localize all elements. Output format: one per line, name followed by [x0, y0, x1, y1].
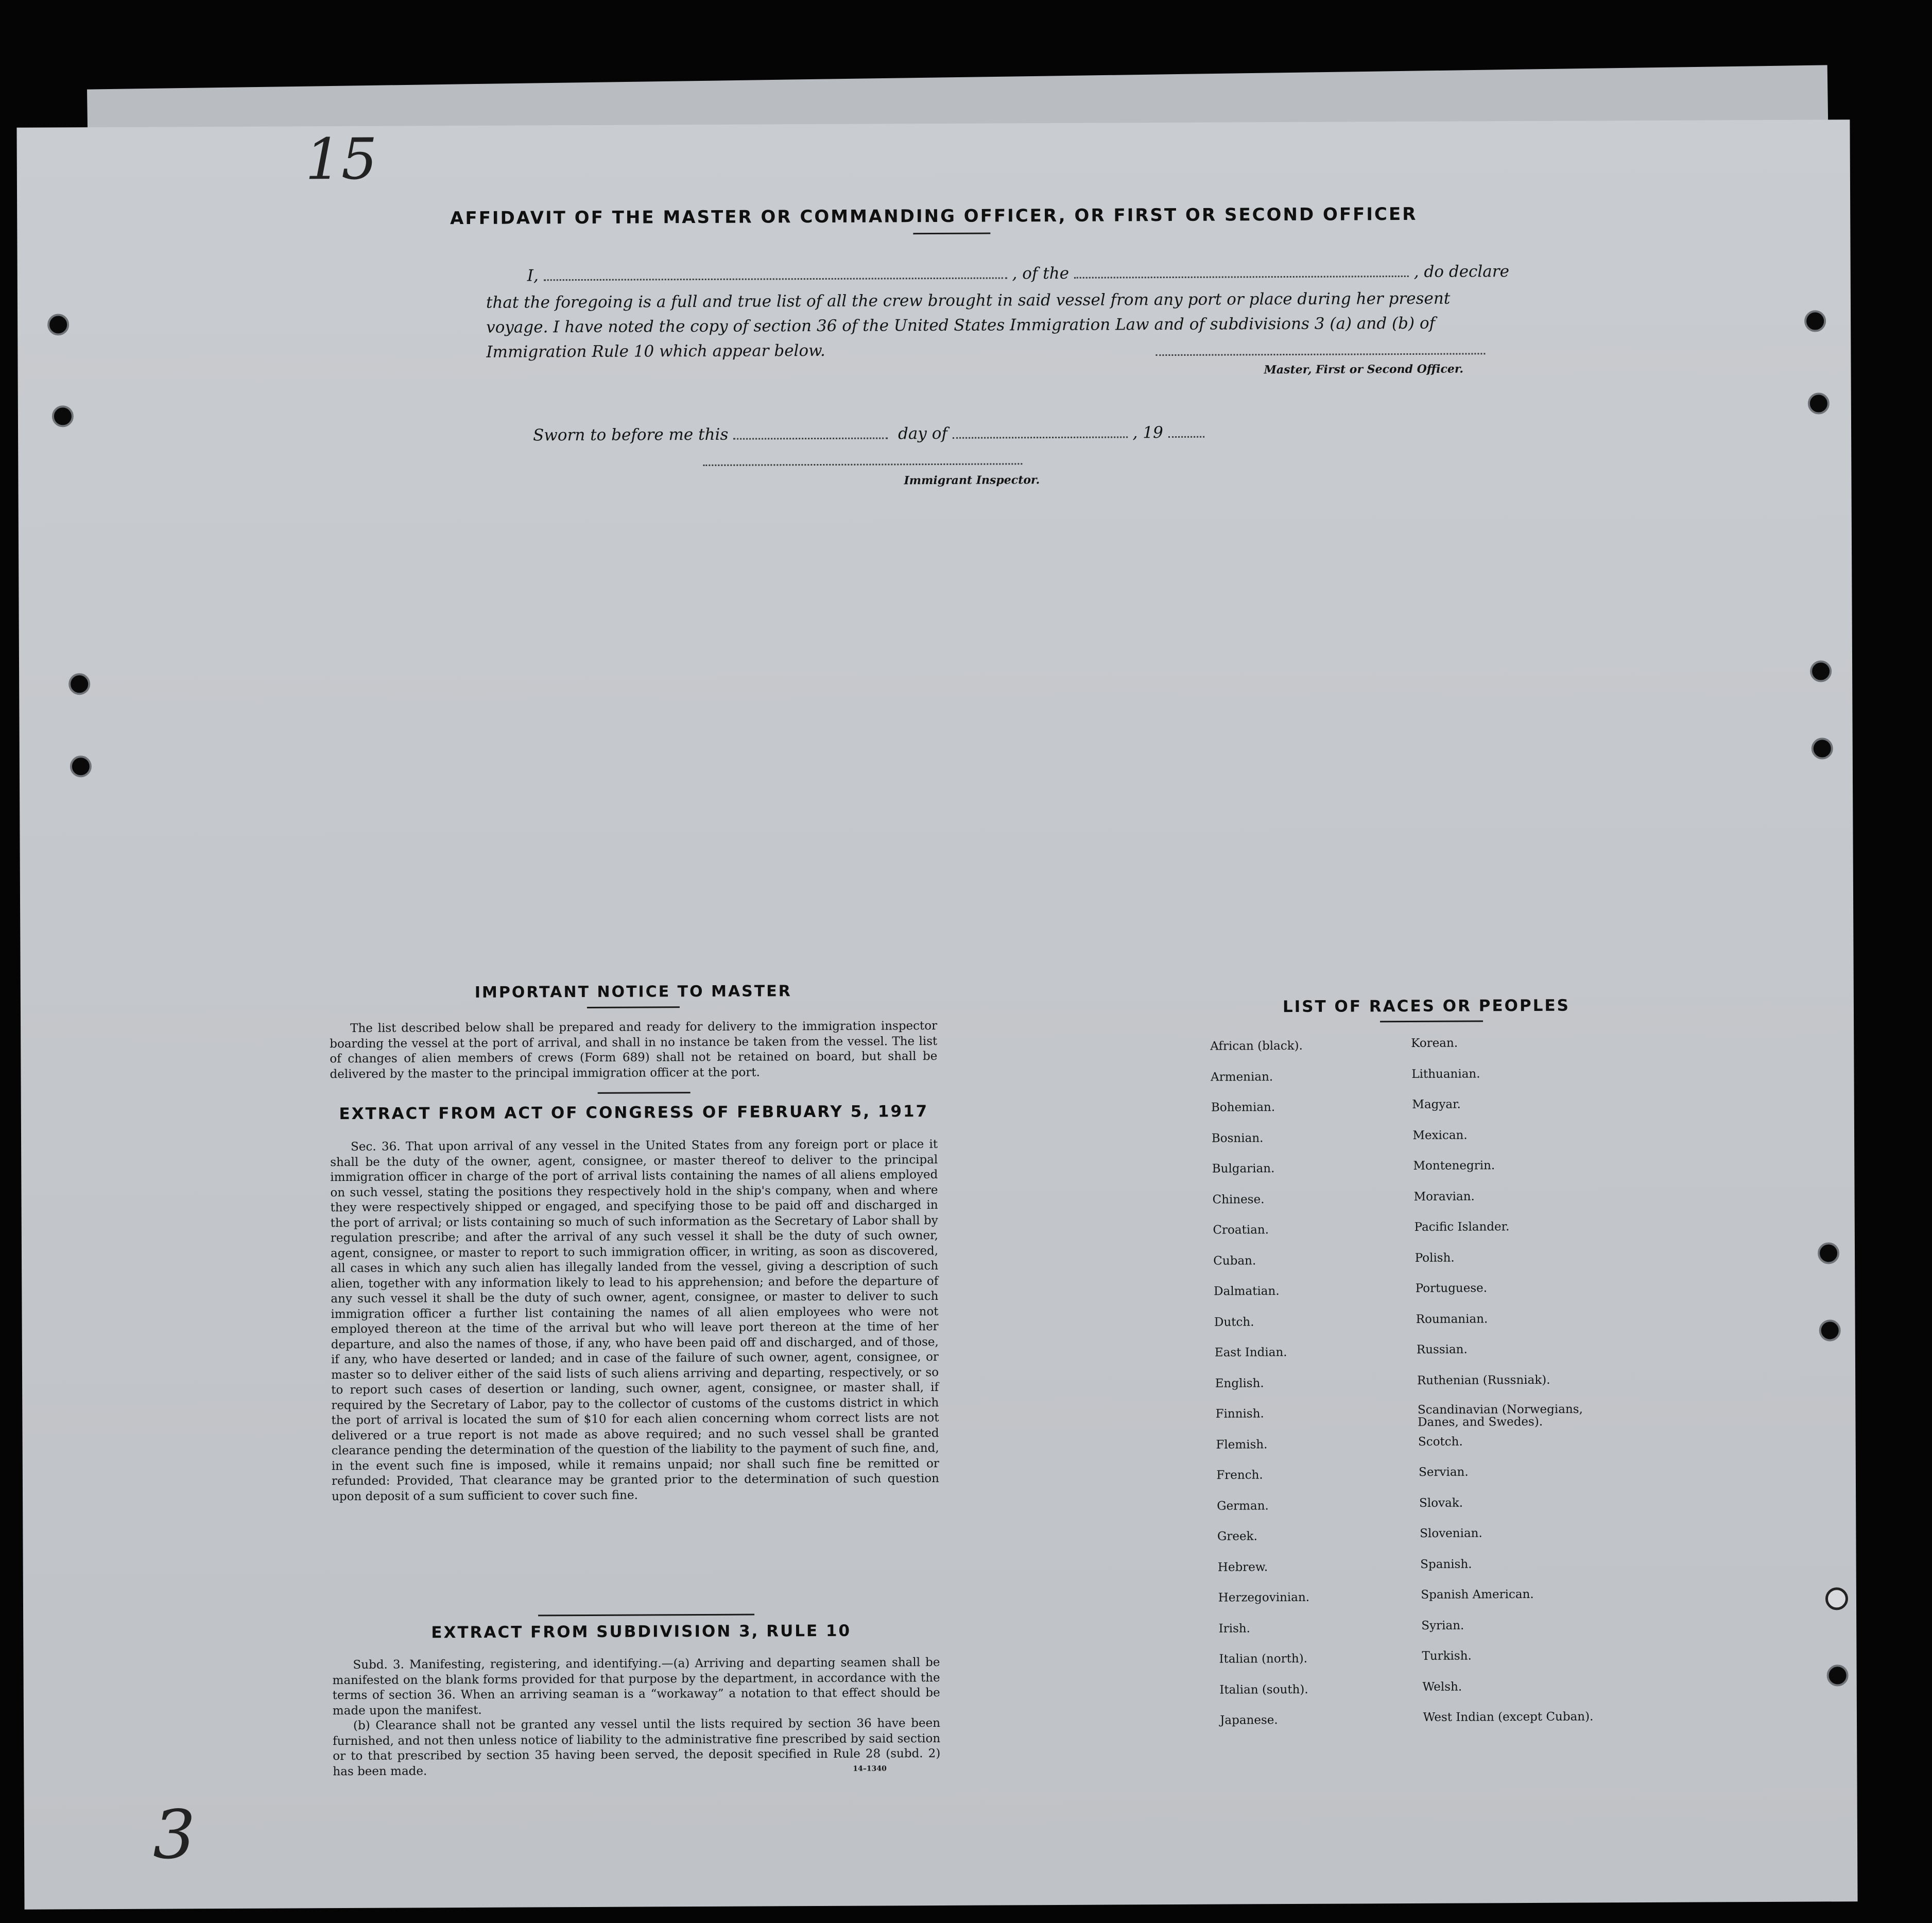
binder-hole: [1804, 310, 1826, 332]
binder-hole: [1819, 1319, 1841, 1341]
races-title: LIST OF RACES OR PEOPLES: [1282, 996, 1571, 1017]
race-item: Spanish.: [1420, 1557, 1472, 1571]
notice-rule: [587, 1006, 680, 1008]
race-item: Bosnian.: [1211, 1131, 1264, 1145]
race-item: Hebrew.: [1217, 1560, 1268, 1574]
race-item: Italian (north).: [1219, 1652, 1308, 1666]
race-item: Ruthenian (Russniak).: [1417, 1373, 1550, 1387]
act-extract-body: Sec. 36. That upon arrival of any vessel in the United States from any foreign port or place it shall be the duty of the owner, agent, consignee, or master thereof to deliver to the principal immigration officer in charge of the port of arrival lists containing the names of all aliens employed on such vessel, stating the positions they respectively hold in the ship's company, when and where they were respectively shipped or engaged, and specifying those to be paid off and discharged in the port of arrival; or lists containing so much of such information as the Secretary of Labor shall by regulation prescribe; and after the arrival of any such vessel it shall be the duty of such owner, agent, consignee, or master to report to such immigration officer, in writing, as soon as discovered, all cases in which any such alien has illegally landed from the vessel, giving a description of such alien, together with any information likely to lead to his apprehension; and before the departure of any such vessel it shall be the duty of such owner, agent, consignee, or master to deliver to such immigration officer a further list containing the names of all alien employees who were not employed thereon at the time of the arrival but who will leave port thereon at the time of her departure, and also the names of those, if any, who have been paid off and discharged, and of those, if any, who have deserted or landed; and in case of the failure of such owner, agent, consignee, or master so to deliver either of the said lists of such aliens arriving and departing, respectively, or so to report such cases of desertion or landing, such owner, agent, consignee, or master shall, if required by the Secretary of Labor, pay to the collector of customs of the customs district in which the port of arrival is located the sum of $10 for each alien concerning whom correct lists are not delivered or a true report is not made as above required; and no such vessel shall be granted clearance pending the determination of the question of the liability to the payment of such fine, and, in the event such fine is imposed, while it remains unpaid; nor shall such fine be remitted or refunded: Provided, That clearance may be granted prior to the determination of such question upon deposit of a sum sufficient to cover such fine.: [330, 1137, 939, 1503]
pencil-mark: 3: [152, 1795, 196, 1874]
races-rule: [1380, 1020, 1483, 1022]
race-item: Russian.: [1416, 1343, 1468, 1357]
form-number: 14–1340: [853, 1764, 887, 1773]
race-item: Scotch.: [1418, 1435, 1463, 1449]
section-rule: [538, 1614, 754, 1617]
sworn-year-field[interactable]: [1168, 436, 1204, 438]
binder-hole: [1808, 392, 1830, 414]
race-item: West Indian (except Cuban).: [1423, 1710, 1594, 1724]
race-item: Turkish.: [1422, 1649, 1472, 1663]
race-item: Slovak.: [1419, 1496, 1463, 1510]
race-item: Croatian.: [1213, 1223, 1269, 1237]
race-item: Roumanian.: [1416, 1312, 1488, 1326]
race-item: Magyar.: [1412, 1097, 1461, 1111]
race-item: Portuguese.: [1415, 1281, 1488, 1295]
race-item: Cuban.: [1213, 1254, 1256, 1268]
section-rule: [598, 1092, 691, 1094]
binder-hole: [70, 756, 92, 777]
affidavit-line-4: Immigration Rule 10 which appear below.: [486, 341, 825, 362]
race-item: Slovenian.: [1420, 1526, 1482, 1540]
race-item: Irish.: [1218, 1621, 1251, 1636]
rule-extract-body: Subd. 3. Manifesting, registering, and identifying.—(a) Arriving and departing seamen shall be manifested on the blank forms provided for that purpose by the department, in accordance with the terms of section 36. When an arriving seaman is a “workaway” a notation to that effect should be made upon the manifest. (b) Clearance shall not be granted any vessel until the lists required by section 36 have been furnished, and not then unless notice of liability to the administrative fine prescribed by said section or to that prescribed by section 35 having been served, the deposit specified in Rule 28 (subd. 2) has been made.: [332, 1655, 941, 1778]
race-item: Mexican.: [1412, 1128, 1468, 1142]
race-item: Bohemian.: [1211, 1101, 1275, 1114]
race-item: Greek.: [1217, 1530, 1257, 1543]
binder-hole: [68, 673, 90, 695]
race-item: Armenian.: [1211, 1070, 1273, 1084]
master-signature-caption: Master, First or Second Officer.: [1264, 362, 1464, 377]
act-extract-title: EXTRACT FROM ACT OF CONGRESS OF FEBRUARY 5, 1917: [339, 1102, 929, 1124]
title-rule: [913, 233, 990, 235]
race-item: Chinese.: [1212, 1192, 1265, 1207]
binder-hole: [1825, 1587, 1848, 1610]
race-item: Dutch.: [1214, 1315, 1254, 1329]
master-signature-line[interactable]: [1155, 353, 1485, 356]
race-item: Spanish American.: [1421, 1587, 1534, 1602]
race-item: Syrian.: [1421, 1619, 1464, 1633]
race-item: Bulgarian.: [1212, 1162, 1275, 1176]
binder-hole: [47, 314, 69, 335]
race-item: Polish.: [1415, 1251, 1455, 1265]
pencil-mark: 15: [305, 126, 378, 193]
race-item: Finnish.: [1215, 1407, 1264, 1421]
race-item: Welsh.: [1422, 1680, 1462, 1694]
binder-hole: [1827, 1664, 1849, 1686]
race-item: Italian (south).: [1219, 1682, 1308, 1697]
inspector-signature-line[interactable]: [703, 463, 1022, 466]
binder-hole: [1810, 660, 1832, 682]
race-item: Moravian.: [1413, 1189, 1475, 1204]
sworn-line: Sworn to before me this day of , 19: [533, 420, 1204, 448]
form-sheet: [16, 119, 1857, 1910]
binder-hole: [1812, 737, 1833, 759]
race-item: East Indian.: [1214, 1346, 1287, 1360]
race-item: Japanese.: [1220, 1713, 1278, 1727]
affidavit-line-1: I, , of the , do declare: [527, 262, 1509, 285]
sworn-day-field[interactable]: [733, 437, 888, 439]
rule-extract-title: EXTRACT FROM SUBDIVISION 3, RULE 10: [431, 1621, 852, 1642]
notice-body: The list described below shall be prepared and ready for delivery to the immigration inspector boarding the vessel at the port of arrival, and shall in no instance be taken from the vessel. The list of changes of alien members of crews (Form 689) shall not be retained on board, but shall be delivered by the master to the principal immigration officer at the port.: [330, 1019, 938, 1081]
binder-hole: [1818, 1242, 1839, 1264]
name-field[interactable]: [544, 277, 1007, 281]
notice-title: IMPORTANT NOTICE TO MASTER: [474, 982, 792, 1002]
race-item: Pacific Islander.: [1414, 1220, 1510, 1234]
race-item: English.: [1215, 1376, 1264, 1390]
race-item: Herzegovinian.: [1218, 1590, 1310, 1605]
race-item: Korean.: [1411, 1036, 1458, 1050]
race-item: African (black).: [1210, 1039, 1303, 1053]
affidavit-line-3: voyage. I have noted the copy of section 36 of the United States Immigration Law and of subdivisions 3 (a) and (b) of: [486, 314, 1436, 337]
race-item: Flemish.: [1216, 1437, 1268, 1452]
race-item: Montenegrin.: [1413, 1159, 1495, 1173]
vessel-field[interactable]: [1074, 276, 1409, 279]
race-item: Lithuanian.: [1411, 1067, 1480, 1081]
inspector-signature-caption: Immigrant Inspector.: [904, 473, 1040, 488]
race-item: Servian.: [1419, 1465, 1469, 1479]
sworn-month-field[interactable]: [953, 436, 1128, 438]
affidavit-line-2: that the foregoing is a full and true list of all the crew brought in said vessel from any port or place during her present: [486, 289, 1451, 312]
race-item: German.: [1217, 1499, 1269, 1513]
binder-hole: [52, 405, 74, 427]
race-item: French.: [1216, 1468, 1263, 1482]
race-item: Scandinavian (Norwegians, Danes, and Swedes).: [1417, 1402, 1583, 1429]
race-item: Dalmatian.: [1214, 1284, 1280, 1298]
affidavit-title: AFFIDAVIT OF THE MASTER OR COMMANDING OFFICER, OR FIRST OR SECOND OFFICER: [450, 203, 1418, 229]
